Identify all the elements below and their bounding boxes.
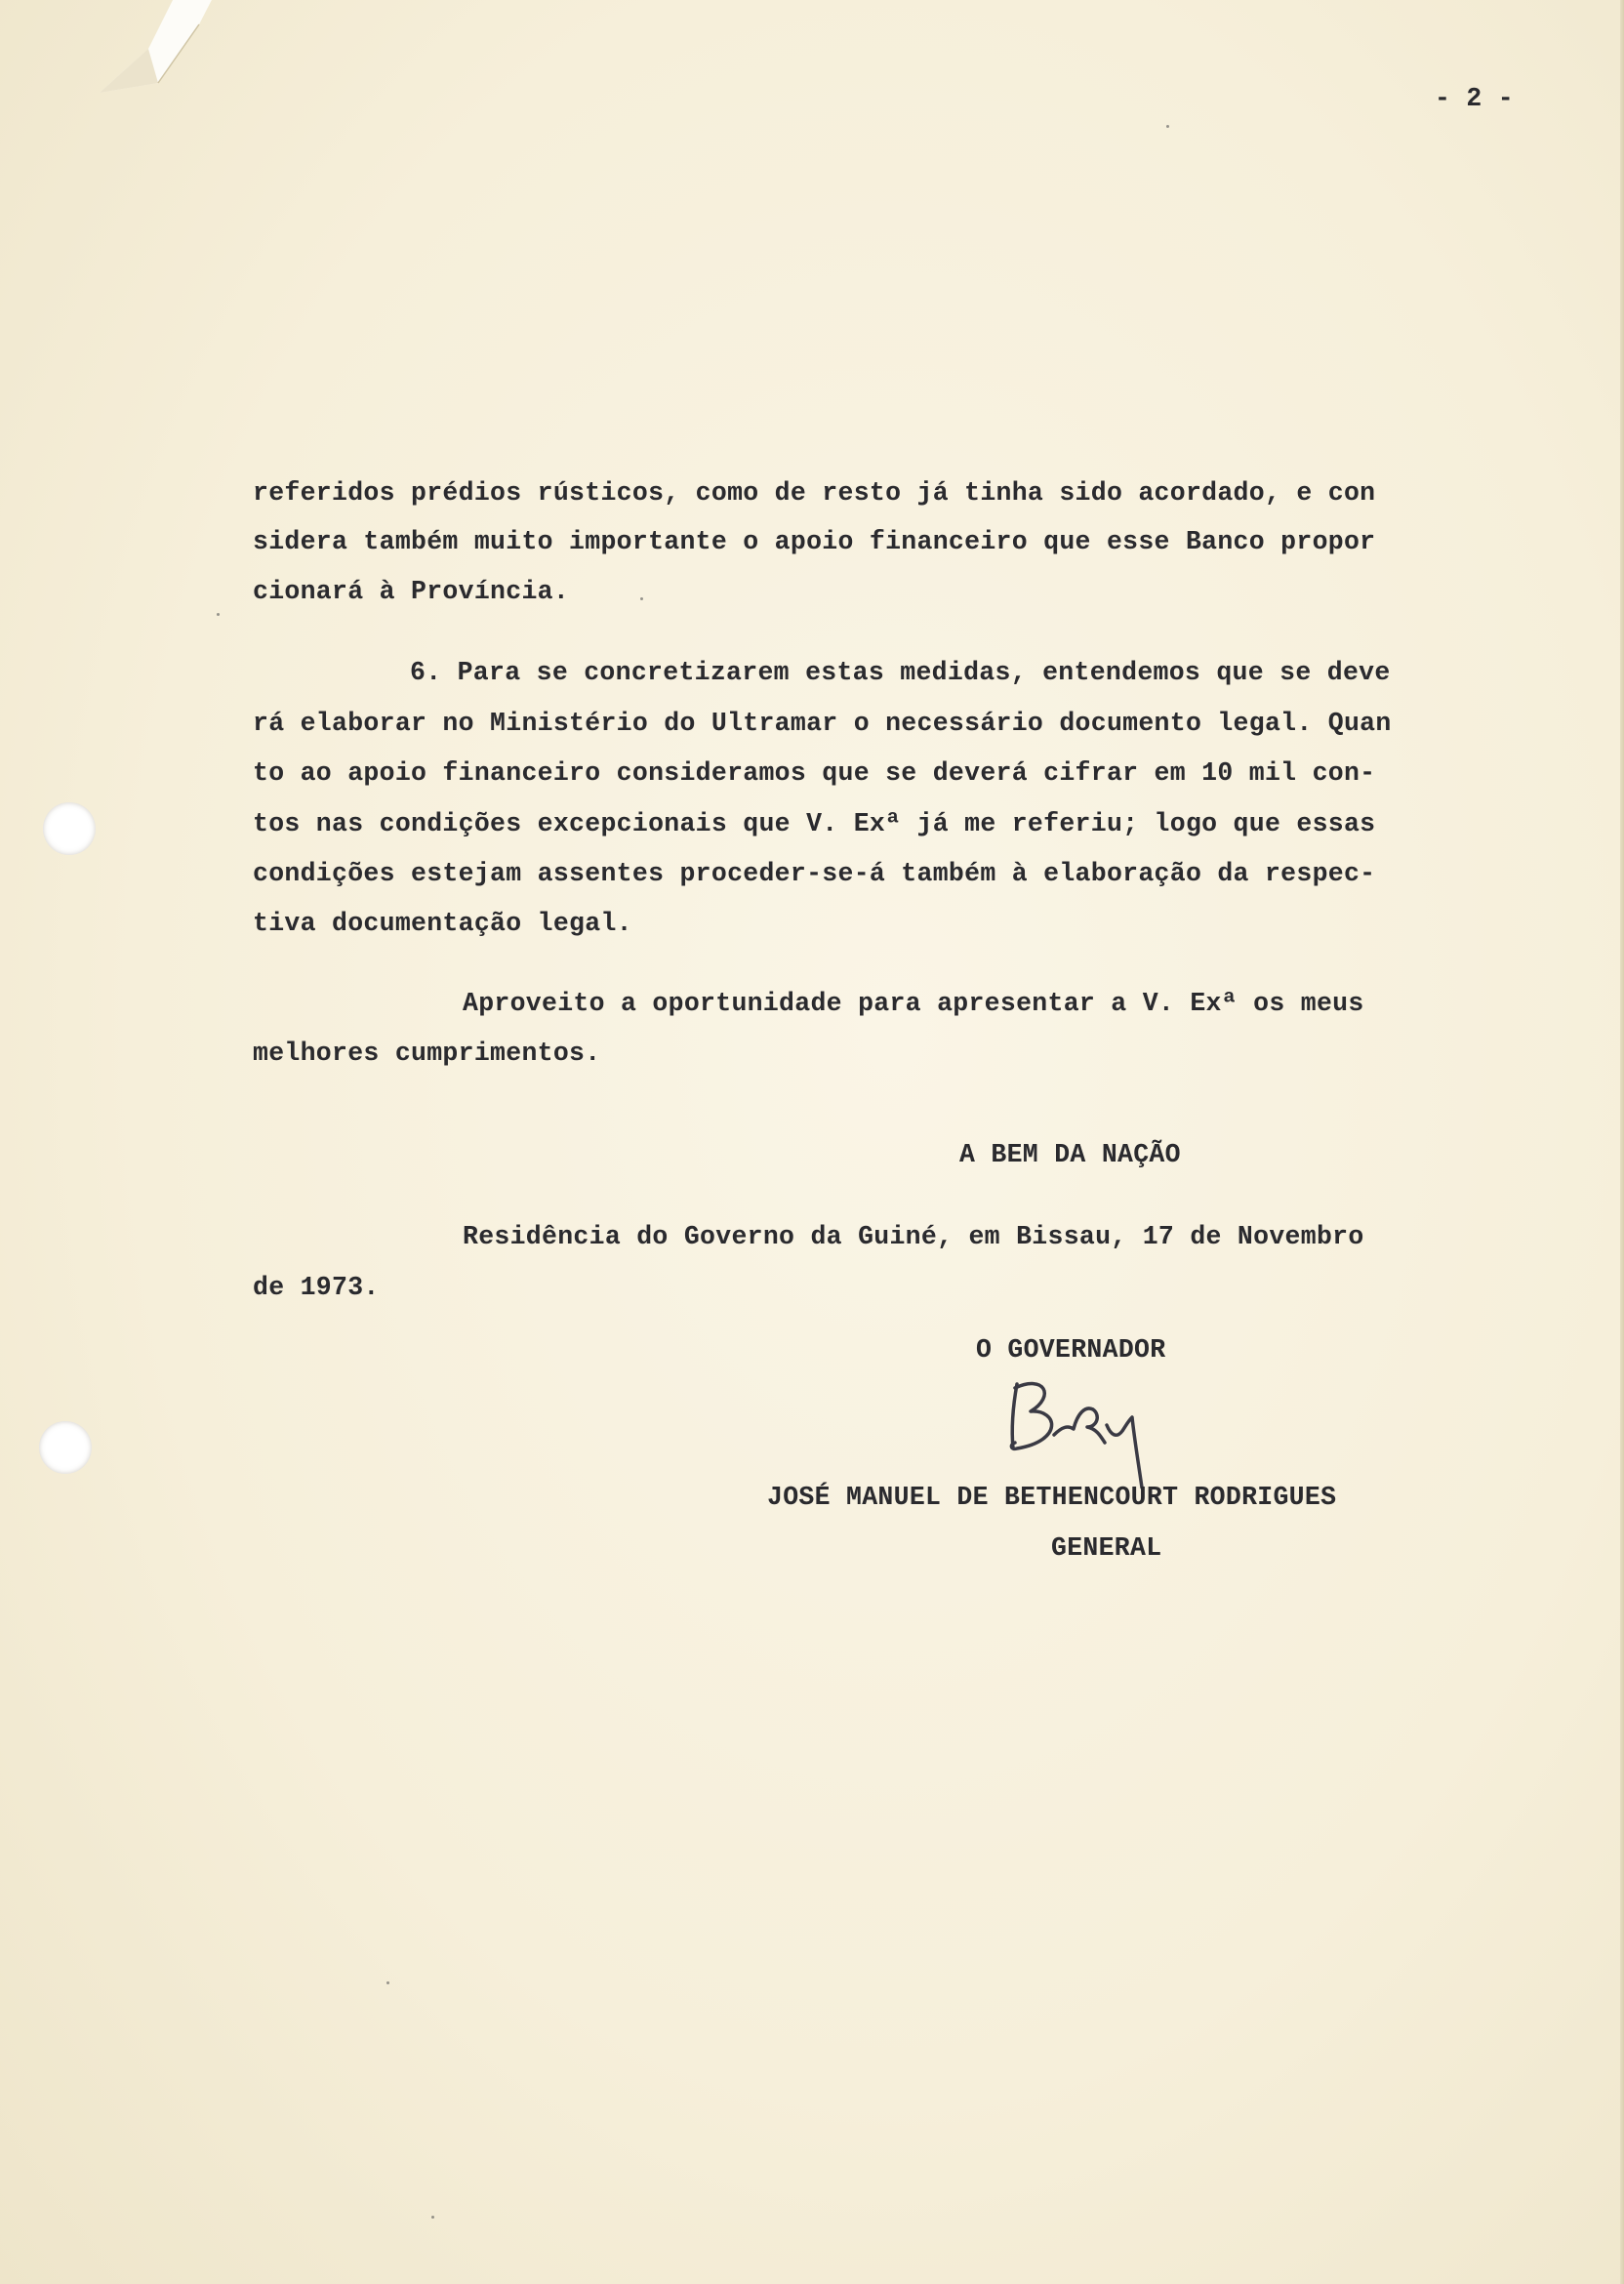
paragraph-2-line-4: tos nas condições excepcionais que V. Exª já me referiu; logo que essas	[253, 809, 1376, 838]
punch-hole-lower	[39, 1421, 92, 1474]
torn-corner	[90, 0, 217, 107]
page-number: - 2 -	[1435, 84, 1515, 113]
paragraph-2-line-1: 6. Para se concretizarem estas medidas, entendemos que se deve	[410, 658, 1391, 687]
place-date-line-1: Residência do Governo da Guiné, em Bissau, 17 de Novembro	[463, 1222, 1364, 1251]
speck	[217, 613, 220, 616]
signatory-title: O GOVERNADOR	[976, 1335, 1166, 1365]
paragraph-2-line-2: rá elaborar no Ministério do Ultramar o necessário documento legal. Quan	[253, 709, 1392, 738]
paragraph-2-line-3: to ao apoio financeiro consideramos que se deverá cifrar em 10 mil con-	[253, 758, 1376, 788]
place-date-line-2: de 1973.	[253, 1273, 380, 1302]
paragraph-1-line-1: referidos prédios rústicos, como de resto já tinha sido acordado, e con	[253, 478, 1376, 508]
paper-edge	[1620, 0, 1624, 2284]
paragraph-3-line-1: Aproveito a oportunidade para apresentar a V. Exª os meus	[463, 989, 1364, 1018]
paragraph-3-line-2: melhores cumprimentos.	[253, 1039, 601, 1068]
signatory-rank: GENERAL	[1051, 1533, 1162, 1563]
paragraph-2-line-5: condições estejam assentes proceder-se-á também à elaboração da respec-	[253, 859, 1376, 888]
paragraph-1-line-2: sidera também muito importante o apoio financeiro que esse Banco propor	[253, 527, 1376, 556]
speck	[640, 597, 643, 600]
handwritten-signature	[995, 1366, 1171, 1493]
paragraph-2-line-6: tiva documentação legal.	[253, 909, 632, 938]
speck	[386, 1981, 389, 1984]
speck	[431, 2216, 434, 2219]
closing-motto: A BEM DA NAÇÃO	[959, 1140, 1181, 1169]
speck	[1166, 125, 1169, 128]
signatory-name: JOSÉ MANUEL DE BETHENCOURT RODRIGUES	[767, 1483, 1337, 1512]
punch-hole-upper	[43, 802, 96, 855]
paragraph-1-line-3: cionará à Província.	[253, 577, 570, 606]
